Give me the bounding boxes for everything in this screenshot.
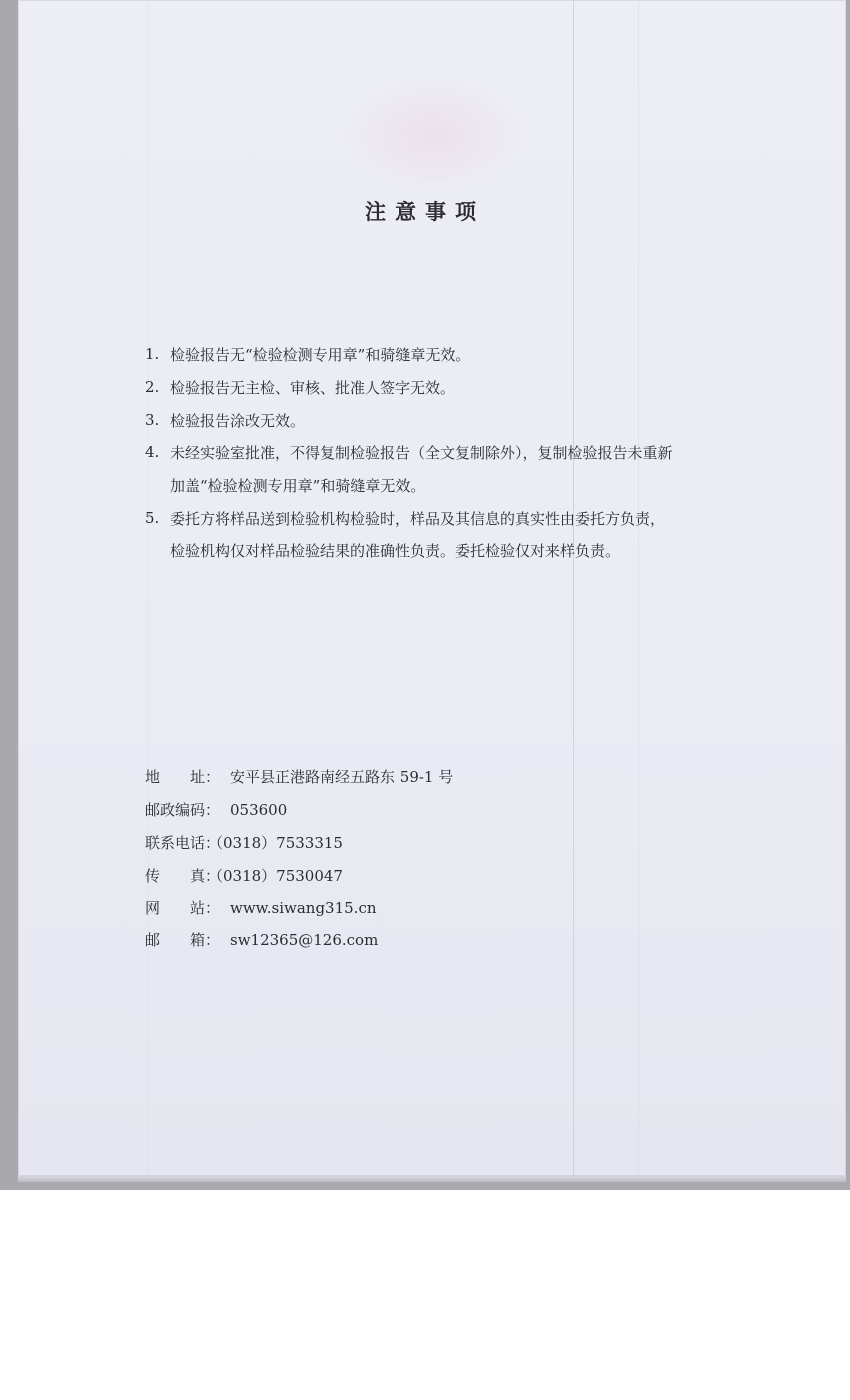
notice-number: 4.	[145, 443, 160, 461]
fold-line	[573, 0, 574, 1176]
notice-number: 1.	[145, 345, 160, 363]
faded-stamp-mark	[348, 80, 518, 190]
website-label: 网 站：	[145, 899, 221, 917]
notice-text: 检验报告无主检、审核、批准人签字无效。	[170, 379, 456, 397]
fax-label: 传 真：	[145, 867, 221, 885]
page-title: 注意事项	[365, 200, 485, 224]
paper-edge	[18, 1176, 846, 1182]
fax-value: （0318）7530047	[208, 867, 343, 885]
fold-line	[638, 0, 639, 1176]
notice-number: 5.	[145, 509, 160, 527]
address-value: 安平县正港路南经五路东 59-1 号	[230, 768, 454, 786]
notice-text: 委托方将样品送到检验机构检验时，样品及其信息的真实性由委托方负责，	[170, 510, 666, 528]
notice-number: 2.	[145, 378, 160, 396]
phone-label: 联系电话：	[145, 834, 221, 852]
email-value: sw12365@126.com	[230, 931, 379, 949]
postcode-value: 053600	[230, 801, 288, 819]
notice-text: 检验机构仅对样品检验结果的准确性负责。委托检验仅对来样负责。	[170, 542, 621, 560]
website-value: www.siwang315.cn	[230, 899, 377, 917]
postcode-label: 邮政编码：	[145, 801, 221, 819]
phone-value: （0318）7533315	[208, 834, 343, 852]
address-label: 地 址：	[145, 768, 221, 786]
fold-line	[148, 0, 149, 1176]
notice-text: 未经实验室批准，不得复制检验报告（全文复制除外），复制检验报告未重新	[170, 444, 673, 462]
paper-sheet	[18, 0, 846, 1176]
notice-number: 3.	[145, 411, 160, 429]
notice-text: 检验报告无“检验检测专用章”和骑缝章无效。	[170, 346, 471, 364]
notice-text: 加盖“检验检测专用章”和骑缝章无效。	[170, 477, 426, 495]
notice-text: 检验报告涂改无效。	[170, 412, 306, 430]
email-label: 邮 箱：	[145, 931, 221, 949]
